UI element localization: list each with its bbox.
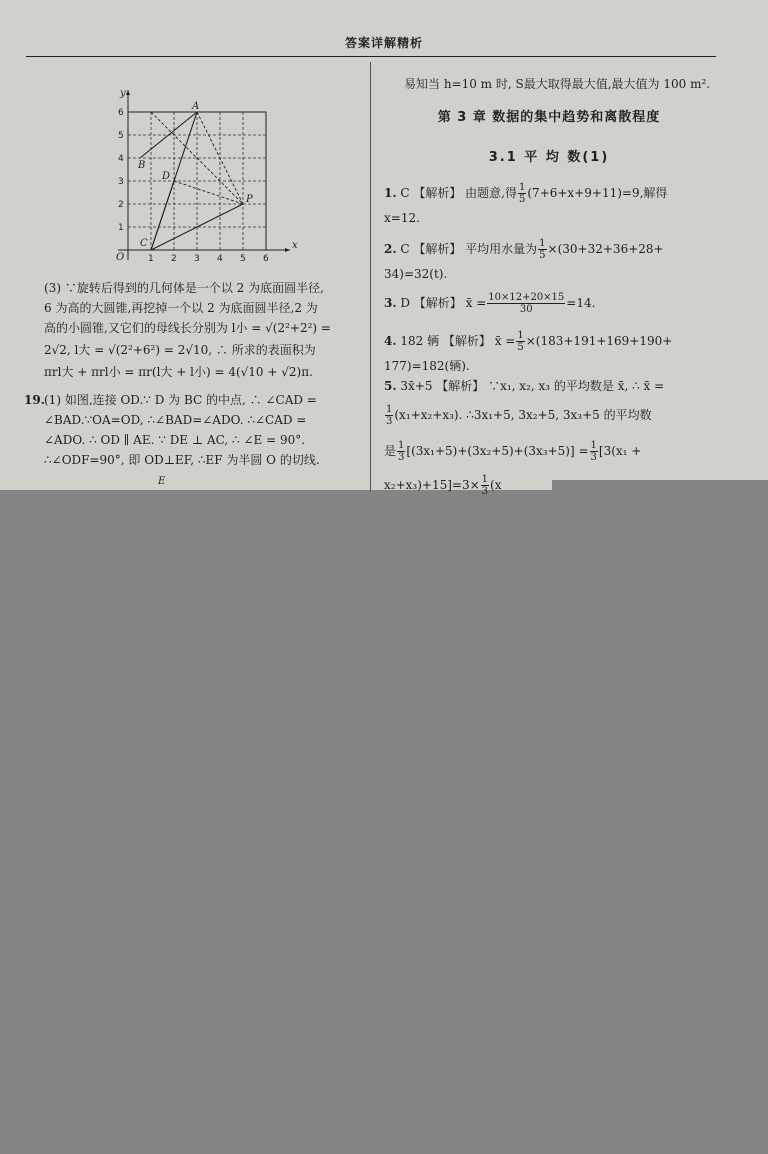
point-b-label: B bbox=[138, 160, 146, 171]
answer-item-2-cont: 34)=32(t). bbox=[384, 267, 448, 281]
intro-line: 易知当 h=10 m 时, S最大取得最大值,最大值为 100 m². bbox=[404, 77, 711, 91]
x-tick: 2 bbox=[171, 254, 177, 264]
x-tick: 4 bbox=[217, 254, 223, 264]
y-tick: 4 bbox=[118, 154, 124, 164]
x-tick: 5 bbox=[240, 254, 246, 264]
point-p-label: P bbox=[246, 194, 253, 205]
answer-item-5-line2: $\frac{1}{3}$ (x₁+x₂+x₃). ∴3x₁+5, 3x₂+5, 3x₃+5 的平均数 bbox=[386, 404, 652, 427]
y-tick: 5 bbox=[118, 131, 124, 141]
y-tick: 3 bbox=[118, 177, 124, 187]
answer-item-5-line3: 是 $\frac{1}{3}$ [(3x₁+5)+(3x₂+5)+(3x₃+5)] = $\frac{1}{3}$ [3(x₁ + bbox=[384, 440, 642, 463]
occlusion-block bbox=[552, 480, 768, 500]
x-tick: 6 bbox=[263, 254, 269, 264]
figure-label-e: E bbox=[158, 476, 166, 487]
chapter-title: 第 3 章 数据的集中趋势和离散程度 bbox=[437, 110, 661, 125]
answer-item-3: 3. D 【解析】 x̄ = $\frac{10\times 12+20\times 15}{30}$ =14. bbox=[384, 292, 596, 315]
answer-item-4-cont: 177)=182(辆). bbox=[384, 359, 470, 373]
column-divider bbox=[370, 62, 371, 492]
answer-item-5-line4: x₂+x₃)+15]=3× $\frac{1}{3}$ (x bbox=[384, 474, 502, 497]
origin-label: O bbox=[116, 252, 125, 263]
x-tick: 3 bbox=[194, 254, 200, 264]
solution-line: πrl大 + πrl小 = πr(l大 + l小) = 4(√10 + √2)π. bbox=[44, 365, 313, 379]
answer-item-1-cont: x=12. bbox=[384, 211, 420, 225]
solution-line: ∠BAD.∵OA=OD, ∴∠BAD=∠ADO. ∴∠CAD = bbox=[44, 413, 307, 427]
header-rule bbox=[26, 56, 716, 57]
solution-line: (1) 如图,连接 OD.∵ D 为 BC 的中点, ∴ ∠CAD = bbox=[44, 393, 317, 407]
y-tick: 1 bbox=[118, 223, 124, 233]
solution-line: (3) ∵旋转后得到的几何体是一个以 2 为底面圆半径, bbox=[44, 281, 324, 295]
answer-item-4: 4. 182 辆 【解析】 x̄ = $\frac{1}{5}$ ×(183+191+169+190+ bbox=[384, 330, 673, 353]
y-tick: 6 bbox=[118, 108, 124, 118]
x-tick: 1 bbox=[148, 254, 154, 264]
answer-item-1: 1. C 【解析】 由题意,得 $\frac{1}{5}$ (7+6+x+9+11)=9,解得 bbox=[384, 182, 668, 205]
point-c-label: C bbox=[140, 238, 148, 249]
item-number-19: 19. bbox=[24, 393, 45, 407]
point-d-label: D bbox=[162, 171, 171, 182]
solution-line: 高的小圆锥,又它们的母线长分别为 l小 = √(2²+2²) = bbox=[44, 321, 331, 335]
y-tick: 2 bbox=[118, 200, 124, 210]
document-page bbox=[0, 0, 768, 497]
page-header: 答案详解精析 bbox=[344, 36, 423, 50]
x-axis-label: x bbox=[292, 240, 298, 251]
solution-line: 6 为高的大圆锥,再挖掉一个以 2 为底面圆半径,2 为 bbox=[44, 301, 318, 315]
answer-item-2: 2. C 【解析】 平均用水量为 $\frac{1}{5}$ ×(30+32+36+28+ bbox=[384, 238, 664, 261]
solution-line: 2√2, l大 = √(2²+6²) = 2√10, ∴ 所求的表面积为 bbox=[44, 343, 316, 357]
solution-line: ∠ADO. ∴ OD ∥ AE. ∵ DE ⊥ AC, ∴ ∠E = 90°. bbox=[44, 433, 306, 447]
coordinate-figure bbox=[108, 82, 298, 262]
y-axis-label: y bbox=[120, 88, 126, 99]
point-a-label: A bbox=[192, 101, 200, 112]
answer-item-5: 5. 3x̄+5 【解析】 ∵x₁, x₂, x₃ 的平均数是 x̄, ∴ x̄ = bbox=[384, 379, 665, 393]
solution-line: ∴∠ODF=90°, 即 OD⊥EF, ∴EF 为半圆 O 的切线. bbox=[44, 453, 320, 467]
section-title: 3.1 平 均 数(1) bbox=[488, 150, 610, 165]
